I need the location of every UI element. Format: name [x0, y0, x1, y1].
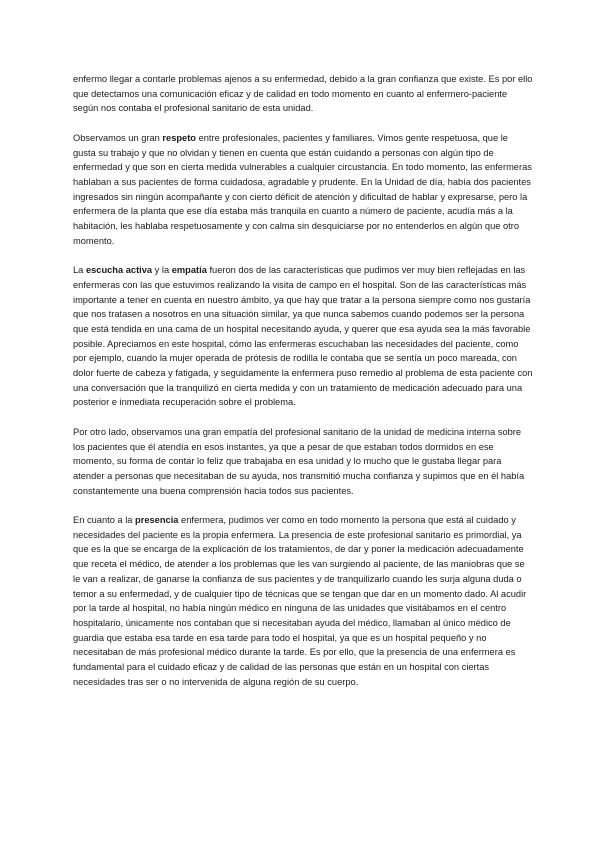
paragraph-text: enfermera, pudimos ver como en todo momento la persona que está al cuidado y necesidades del paciente es la propia enfermera. La presencia de este profesional sanitario es primordial, ya que es la que se encarga de la explicación de los tratamientos, de dar y poner la medicación adecuadamente que receta el médico, de atender a los problemas que les van surgiendo al paciente, de las maniobras que se le van a realizar, de ganarse la confianza de sus pacientes y de tranquilizarlo cuando les surja alguna duda o temor a su enfermedad, y de cualquier tipo de técnicas que se tengan que dar en un momento dado. Al acudir por la tarde al hospital, no había ningún médico en ninguna de las unidades que visitábamos en el centro hospitalario, únicamente nos contaban que si necesitaban ayuda del médico, llamaban al único médico de guardia que estaba esa tarde en esa tarde para todo el hospital, ya que es un hospital pequeño y no necesitaban de más profesional médico durante la tarde. Es por ello, que la presencia de una enfermera es fundamental para el cuidado eficaz y de calidad de las personas que están en un hospital con ciertas necesidades tras ser o no intervenida de alguna región de su cuerpo.: [73, 515, 527, 687]
document-body: [73, 72, 533, 689]
bold-term-respeto: respeto: [162, 132, 196, 143]
paragraph-presencia: [73, 513, 533, 689]
bold-term-escucha-activa: escucha activa: [85, 265, 153, 276]
paragraph-text: y la: [152, 265, 172, 276]
paragraph-text: Observamos un gran: [73, 132, 163, 143]
paragraph-text: En cuanto a la: [73, 515, 136, 526]
bold-term-presencia: presencia: [135, 515, 179, 526]
paragraph-text: La: [73, 265, 86, 276]
paragraph-text: enfermo llegar a contarle problemas ajenos a su enfermedad, debido a la gran confianza que existe. Es por ello que detectamos una comunicación eficaz y de calidad en todo momento en cuanto al enfermero-paciente según nos contaba el profesional sanitario de esta unidad.: [73, 74, 533, 114]
paragraph-text: Por otro lado, observamos una gran empatía del profesional sanitario de la unidad de medicina interna sobre los pacientes que él atendía en esos instantes, ya que a pesar de que estaban todos dormidos en ese momento, su forma de contar lo feliz que trabajaba en esa unidad y lo mucho que le gustaba llegar para atender a personas que necesitaban de su ayuda, nos transmitió mucha confianza y supimos que en él había constantemente una buena comprensión hacia todos sus pacientes.: [73, 426, 525, 496]
paragraph-text: entre profesionales, pacientes y familiares. Vimos gente respetuosa, que le gusta su trabajo y que no olvidan y tienen en cuenta que están cuidando a personas con algún tipo de enfermedad y que son en cierta medida vulnerables a cualquier circustancia. En todo momento, las enfermeras hablaban a sus pacientes de forma cuidadosa, agradable y prudente. En la Unidad de día, había dos pacientes ingresados sin ningún acompañante y con cierto déficit de atención y dificultad de hablar y expresarse, pero la enfermera de la planta que ese día estaba más tranquila en cuanto a número de paciente, acudía más a la habitación, les hablaba respetuosamente y con calma sin desquiciarse por no entenderlos en algún que otro momento.: [73, 132, 532, 246]
paragraph-text: fueron dos de las características que pudimos ver muy bien reflejadas en las enfermeras con las que estuvimos realizando la visita de campo en el hospital. Son de las características más importante a tener en cuenta en nuestro ámbito, ya que hay que tratar a la persona siempre como nos gustaría que nos tratasen a nosotros en una situación similar, ya que nunca sabemos cuando podemos ser la persona que está tendida en una cama de un hospital necesitando ayuda, y querer que esa ayuda sea la más favorable posible. Apreciamos en este hospital, cómo las enfermeras escuchaban las necesidades del paciente, como por ejemplo, cuando la mujer operada de prótesis de rodilla le contaba que se sentía un poco mareada, con dolor fuerte de cabeza y fatigada, y seguidamente la enfermera puso remedio al problema de esta paciente con una conversación que la tranquilizó en cierta medida y con un tratamiento de medicación adecuado para una posterior e inmediata recuperación sobre el problema.: [73, 265, 533, 408]
paragraph-escucha-empatia: [73, 263, 533, 410]
paragraph-continuation: [73, 72, 533, 116]
paragraph-empatia-medicina: [73, 425, 533, 499]
bold-term-empatia: empatía: [171, 265, 207, 276]
paragraph-respeto: [73, 131, 533, 249]
